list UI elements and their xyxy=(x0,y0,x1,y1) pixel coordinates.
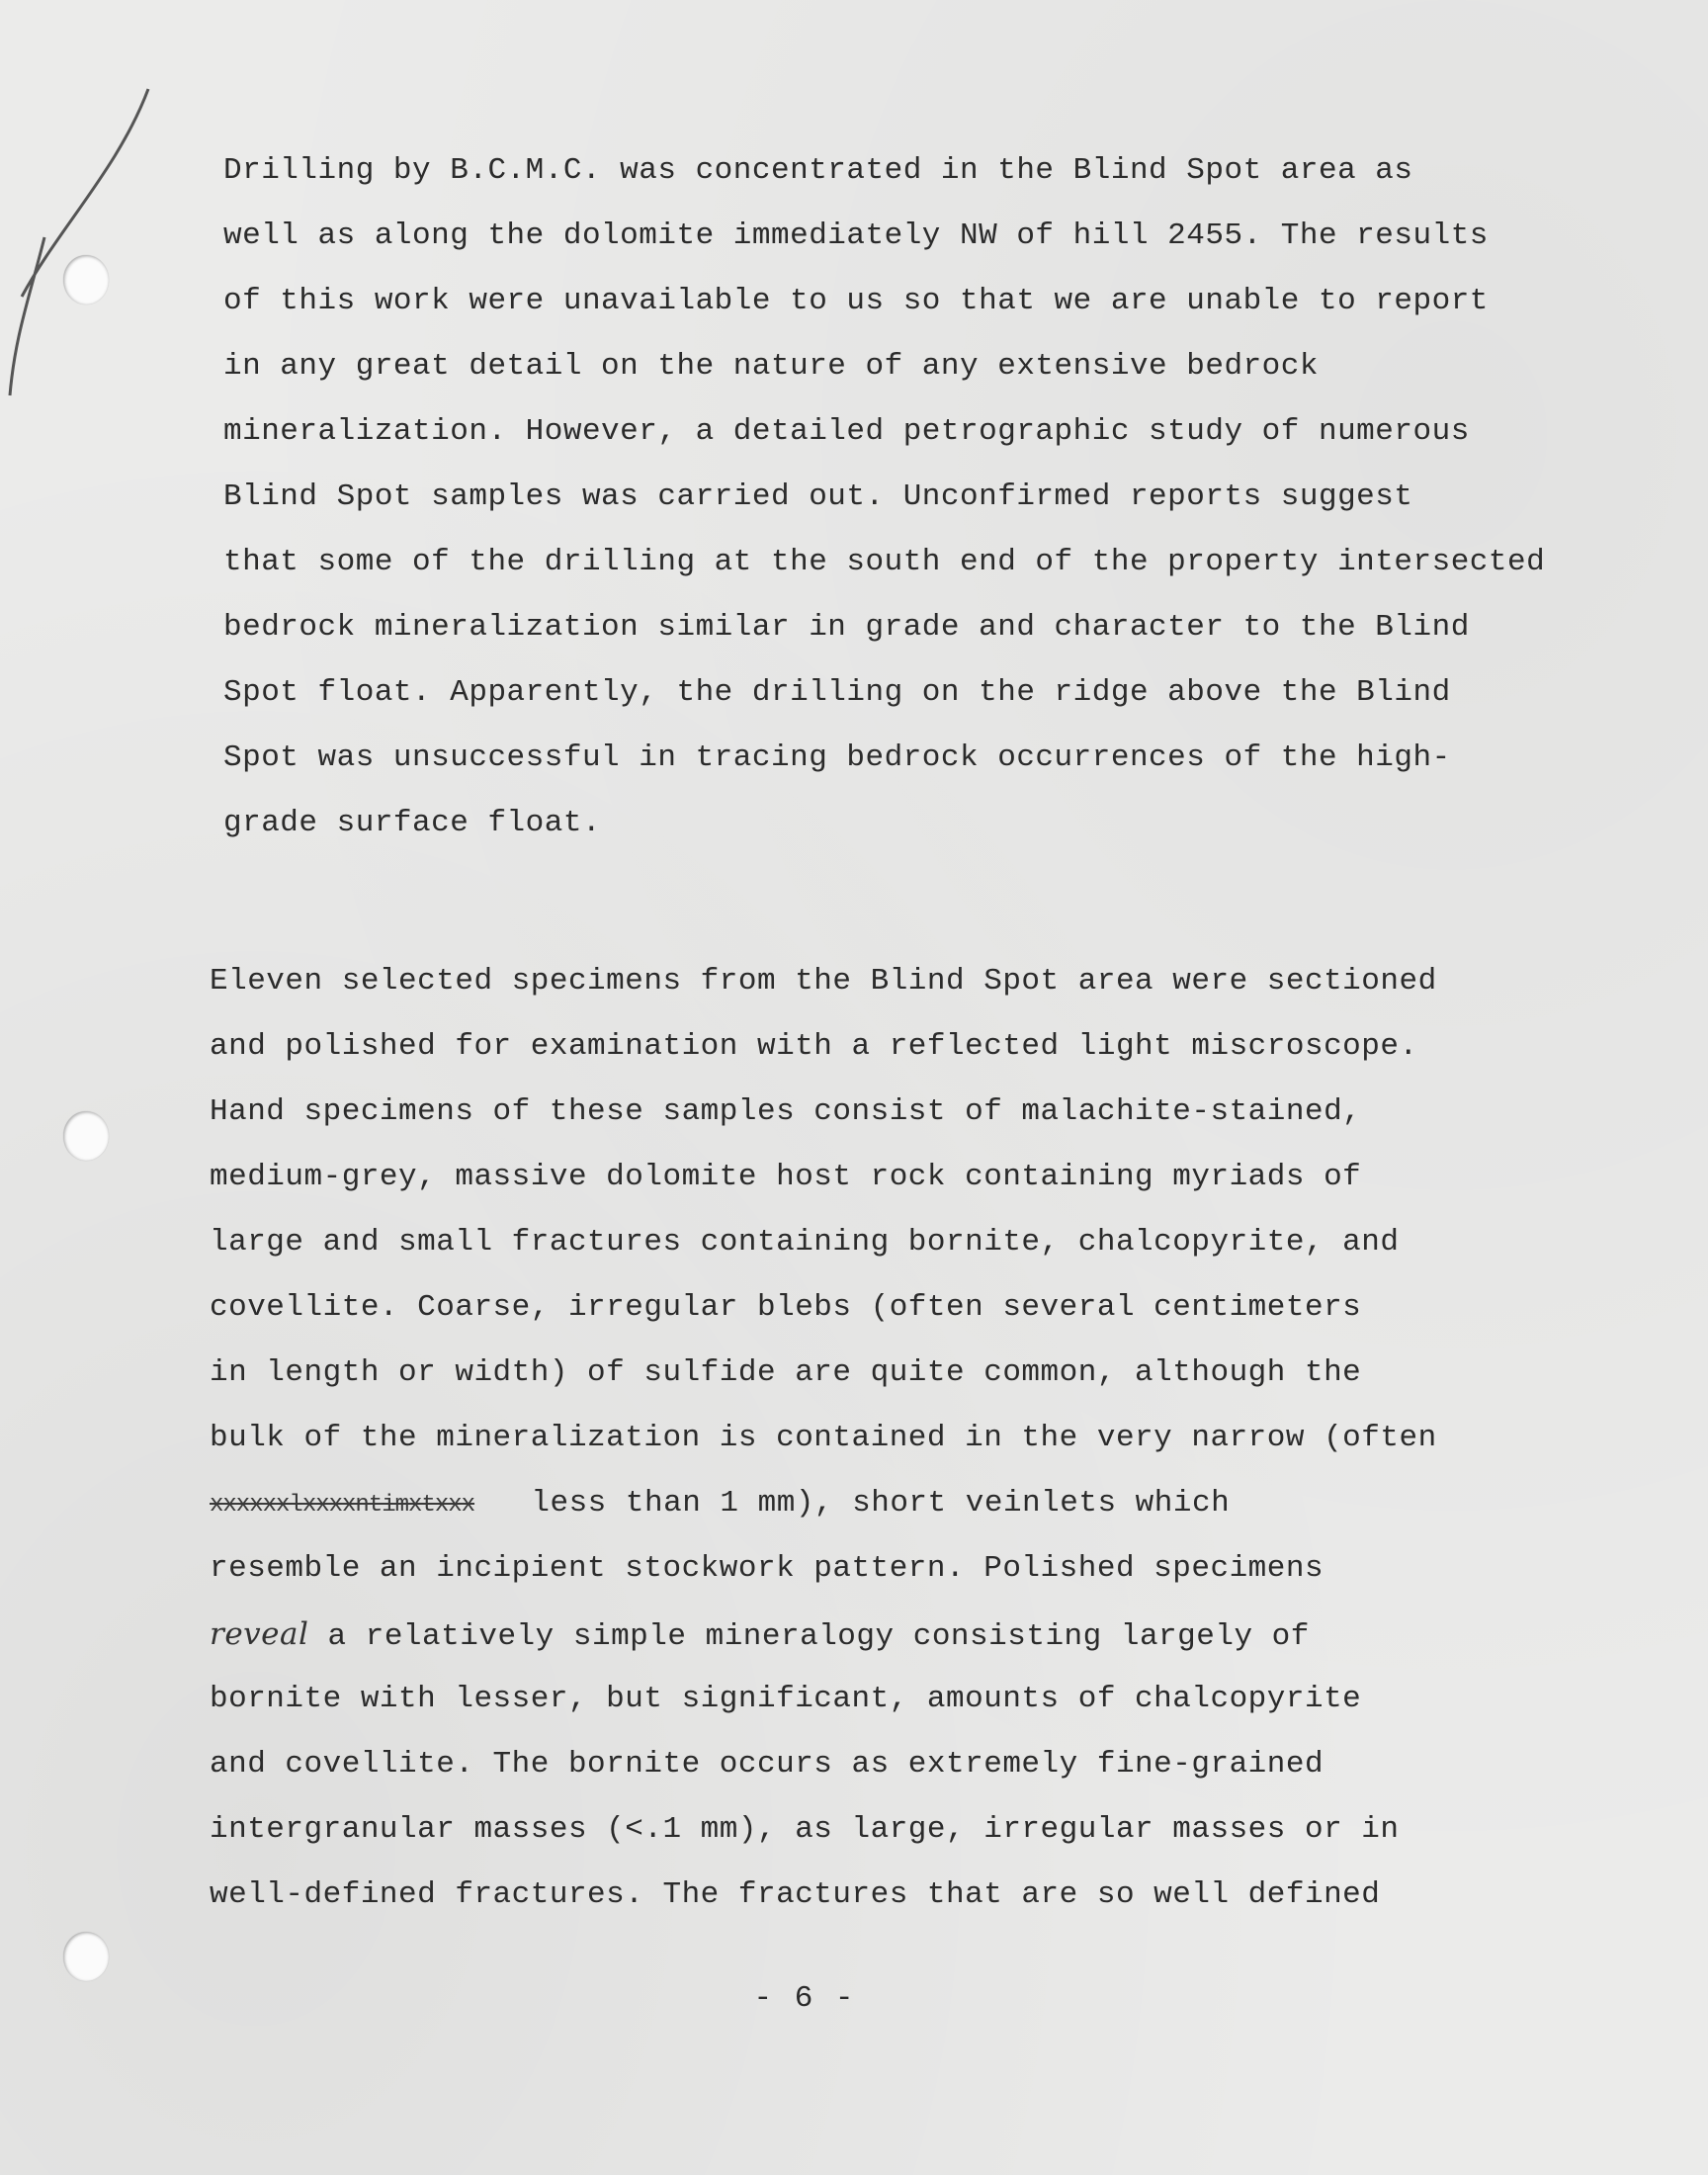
text-fragment xyxy=(493,1486,531,1521)
text-line: medium-grey, massive dolomite host rock containing myriads of xyxy=(210,1160,1362,1194)
text-line: Spot float. Apparently, the drilling on the ridge above the Blind xyxy=(223,675,1451,710)
text-line: Drilling by B.C.M.C. was concentrated in the Blind Spot area as xyxy=(223,153,1413,188)
text-line: bedrock mineralization similar in grade and character to the Blind xyxy=(223,610,1470,645)
text-line: bornite with lesser, but significant, amounts of chalcopyrite xyxy=(210,1682,1362,1716)
text-line: Spot was unsuccessful in tracing bedrock occurrences of the high- xyxy=(223,740,1451,775)
text-line: that some of the drilling at the south end of the property intersected xyxy=(223,545,1546,579)
text-line: bulk of the mineralization is contained in the very narrow (often xyxy=(210,1421,1437,1455)
text-line: resemble an incipient stockwork pattern. Polished specimens xyxy=(210,1551,1324,1586)
text-line: intergranular masses (<.1 mm), as large, irregular masses or in xyxy=(210,1812,1400,1847)
text-line: covellite. Coarse, irregular blebs (often several centimeters xyxy=(210,1290,1362,1325)
text-line: large and small fractures containing bornite, chalcopyrite, and xyxy=(210,1225,1400,1260)
page-number: - 6 - xyxy=(753,1981,856,2016)
text-line: in length or width) of sulfide are quite common, although the xyxy=(210,1355,1362,1390)
paragraph-drilling xyxy=(223,138,1545,856)
struck-out-text: xxxxxxlxxxxntimxtxxx xyxy=(210,1492,475,1519)
text-line: Eleven selected specimens from the Blind Spot area were sectioned xyxy=(210,964,1437,999)
text-line: in any great detail on the nature of any extensive bedrock xyxy=(223,349,1319,384)
text-line: well-defined fractures. The fractures that are so well defined xyxy=(210,1877,1381,1912)
punch-hole-bottom xyxy=(63,1932,109,1981)
text-line-struck xyxy=(210,1471,1437,1536)
text-fragment: less than 1 mm), short veinlets which xyxy=(531,1486,1231,1521)
punch-hole-middle xyxy=(63,1111,109,1161)
text-line: Hand specimens of these samples consist of malachite-stained, xyxy=(210,1094,1362,1129)
text-line: Blind Spot samples was carried out. Unconfirmed reports suggest xyxy=(223,479,1413,514)
text-line: and polished for examination with a reflected light miscroscope. xyxy=(210,1029,1418,1064)
punch-hole-top xyxy=(63,255,109,304)
handwritten-correction: reveal xyxy=(210,1616,309,1652)
text-line: of this work were unavailable to us so that we are unable to report xyxy=(223,284,1489,318)
paragraph-specimens xyxy=(210,949,1437,1928)
text-fragment: a relatively simple mineralogy consisting largely of xyxy=(308,1619,1310,1654)
margin-pen-stroke xyxy=(0,0,198,415)
text-line: mineralization. However, a detailed petrographic study of numerous xyxy=(223,414,1470,449)
text-line: and covellite. The bornite occurs as extremely fine-grained xyxy=(210,1747,1324,1782)
text-line: grade surface float. xyxy=(223,806,602,840)
text-line: well as along the dolomite immediately NW of hill 2455. The results xyxy=(223,218,1489,253)
text-line-handwritten xyxy=(210,1602,1437,1667)
